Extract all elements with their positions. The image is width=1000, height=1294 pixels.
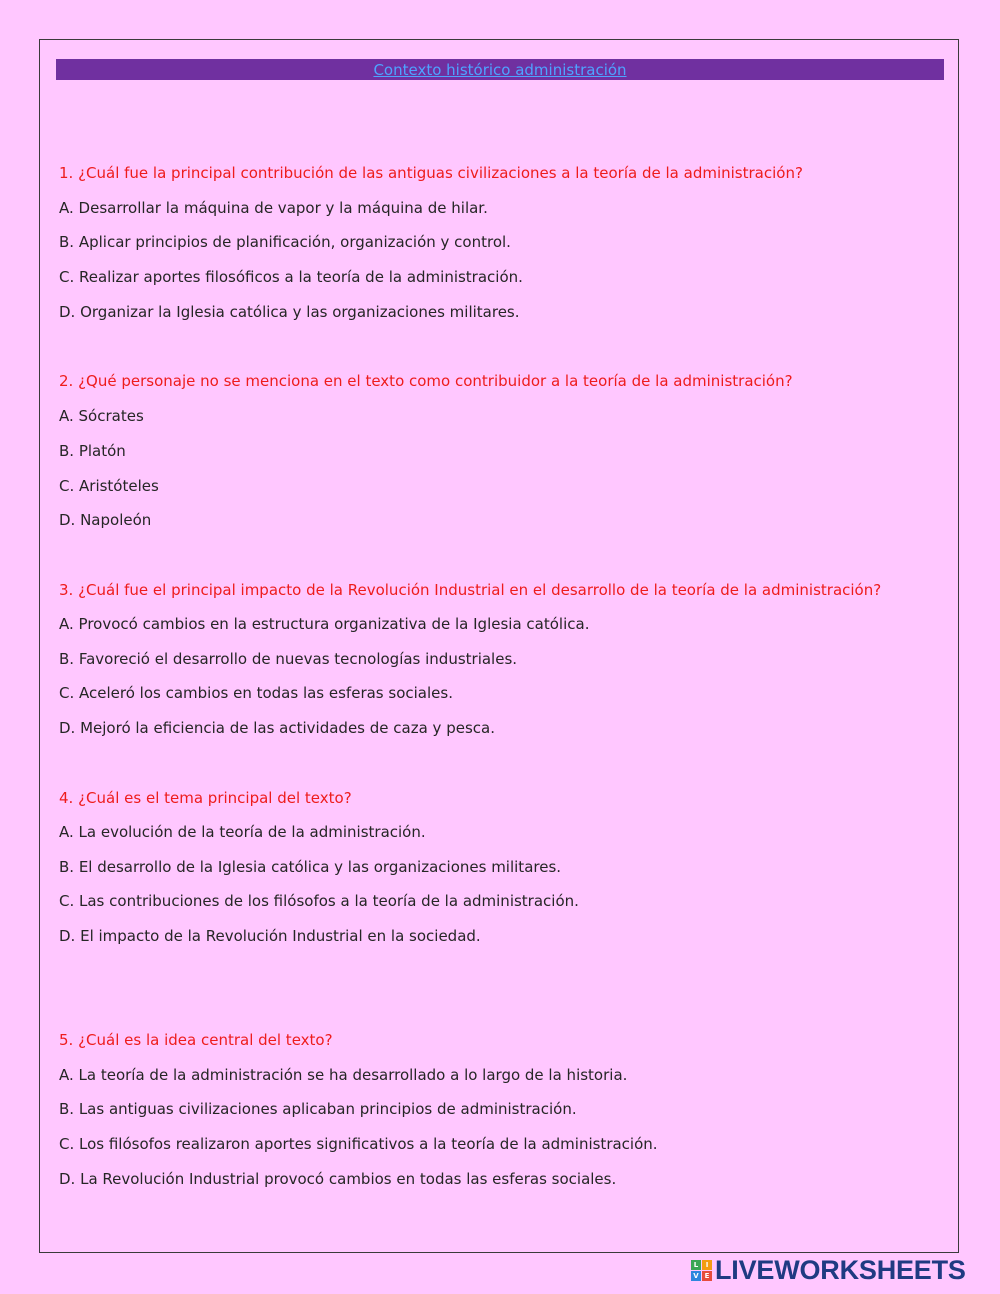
question-4-option-d[interactable]: D. El impacto de la Revolución Industrial en la sociedad.	[59, 927, 481, 945]
question-1: 1. ¿Cuál fue la principal contribución de las antiguas civilizaciones a la teoría de la administración?	[59, 164, 803, 182]
question-4-option-b[interactable]: B. El desarrollo de la Iglesia católica y las organizaciones militares.	[59, 858, 562, 876]
liveworksheets-brand	[691, 1256, 966, 1284]
logo-letter-v: V	[691, 1271, 701, 1281]
question-2-option-c[interactable]: C. Aristóteles	[59, 477, 159, 495]
question-4-option-a[interactable]: A. La evolución de la teoría de la administración.	[59, 823, 426, 841]
logo-letter-e: E	[702, 1271, 712, 1281]
question-2-option-b[interactable]: B. Platón	[59, 442, 126, 460]
question-3-option-b[interactable]: B. Favoreció el desarrollo de nuevas tecnologías industriales.	[59, 650, 518, 668]
question-3: 3. ¿Cuál fue el principal impacto de la Revolución Industrial en el desarrollo de la teoría de la administración?	[59, 581, 882, 599]
question-2-option-a[interactable]: A. Sócrates	[59, 407, 144, 425]
question-3-option-a[interactable]: A. Provocó cambios en la estructura organizativa de la Iglesia católica.	[59, 615, 590, 633]
question-3-option-c[interactable]: C. Aceleró los cambios en todas las esferas sociales.	[59, 684, 453, 702]
liveworksheets-logo-icon	[691, 1260, 712, 1281]
question-5: 5. ¿Cuál es la idea central del texto?	[59, 1031, 333, 1049]
question-5-option-a[interactable]: A. La teoría de la administración se ha desarrollado a lo largo de la historia.	[59, 1066, 628, 1084]
question-5-option-b[interactable]: B. Las antiguas civilizaciones aplicaban principios de administración.	[59, 1100, 577, 1118]
question-4-option-c[interactable]: C. Las contribuciones de los filósofos a la teoría de la administración.	[59, 892, 579, 910]
question-2: 2. ¿Qué personaje no se menciona en el texto como contribuidor a la teoría de la administración?	[59, 372, 793, 390]
question-3-option-d[interactable]: D. Mejoró la eficiencia de las actividades de caza y pesca.	[59, 719, 495, 737]
question-1-option-a[interactable]: A. Desarrollar la máquina de vapor y la máquina de hilar.	[59, 199, 488, 217]
question-5-option-d[interactable]: D. La Revolución Industrial provocó cambios en todas las esferas sociales.	[59, 1170, 617, 1188]
question-4: 4. ¿Cuál es el tema principal del texto?	[59, 789, 352, 807]
title-bar	[56, 59, 944, 80]
brand-name: LIVEWORKSHEETS	[715, 1255, 966, 1285]
question-1-option-c[interactable]: C. Realizar aportes filosóficos a la teoría de la administración.	[59, 268, 523, 286]
logo-letter-l: L	[691, 1260, 701, 1270]
question-1-option-b[interactable]: B. Aplicar principios de planificación, organización y control.	[59, 233, 511, 251]
logo-letter-i: I	[702, 1260, 712, 1270]
question-2-option-d[interactable]: D. Napoleón	[59, 511, 152, 529]
question-5-option-c[interactable]: C. Los filósofos realizaron aportes significativos a la teoría de la administración.	[59, 1135, 658, 1153]
title-link[interactable]: Contexto histórico administración	[373, 61, 627, 79]
question-1-option-d[interactable]: D. Organizar la Iglesia católica y las organizaciones militares.	[59, 303, 520, 321]
